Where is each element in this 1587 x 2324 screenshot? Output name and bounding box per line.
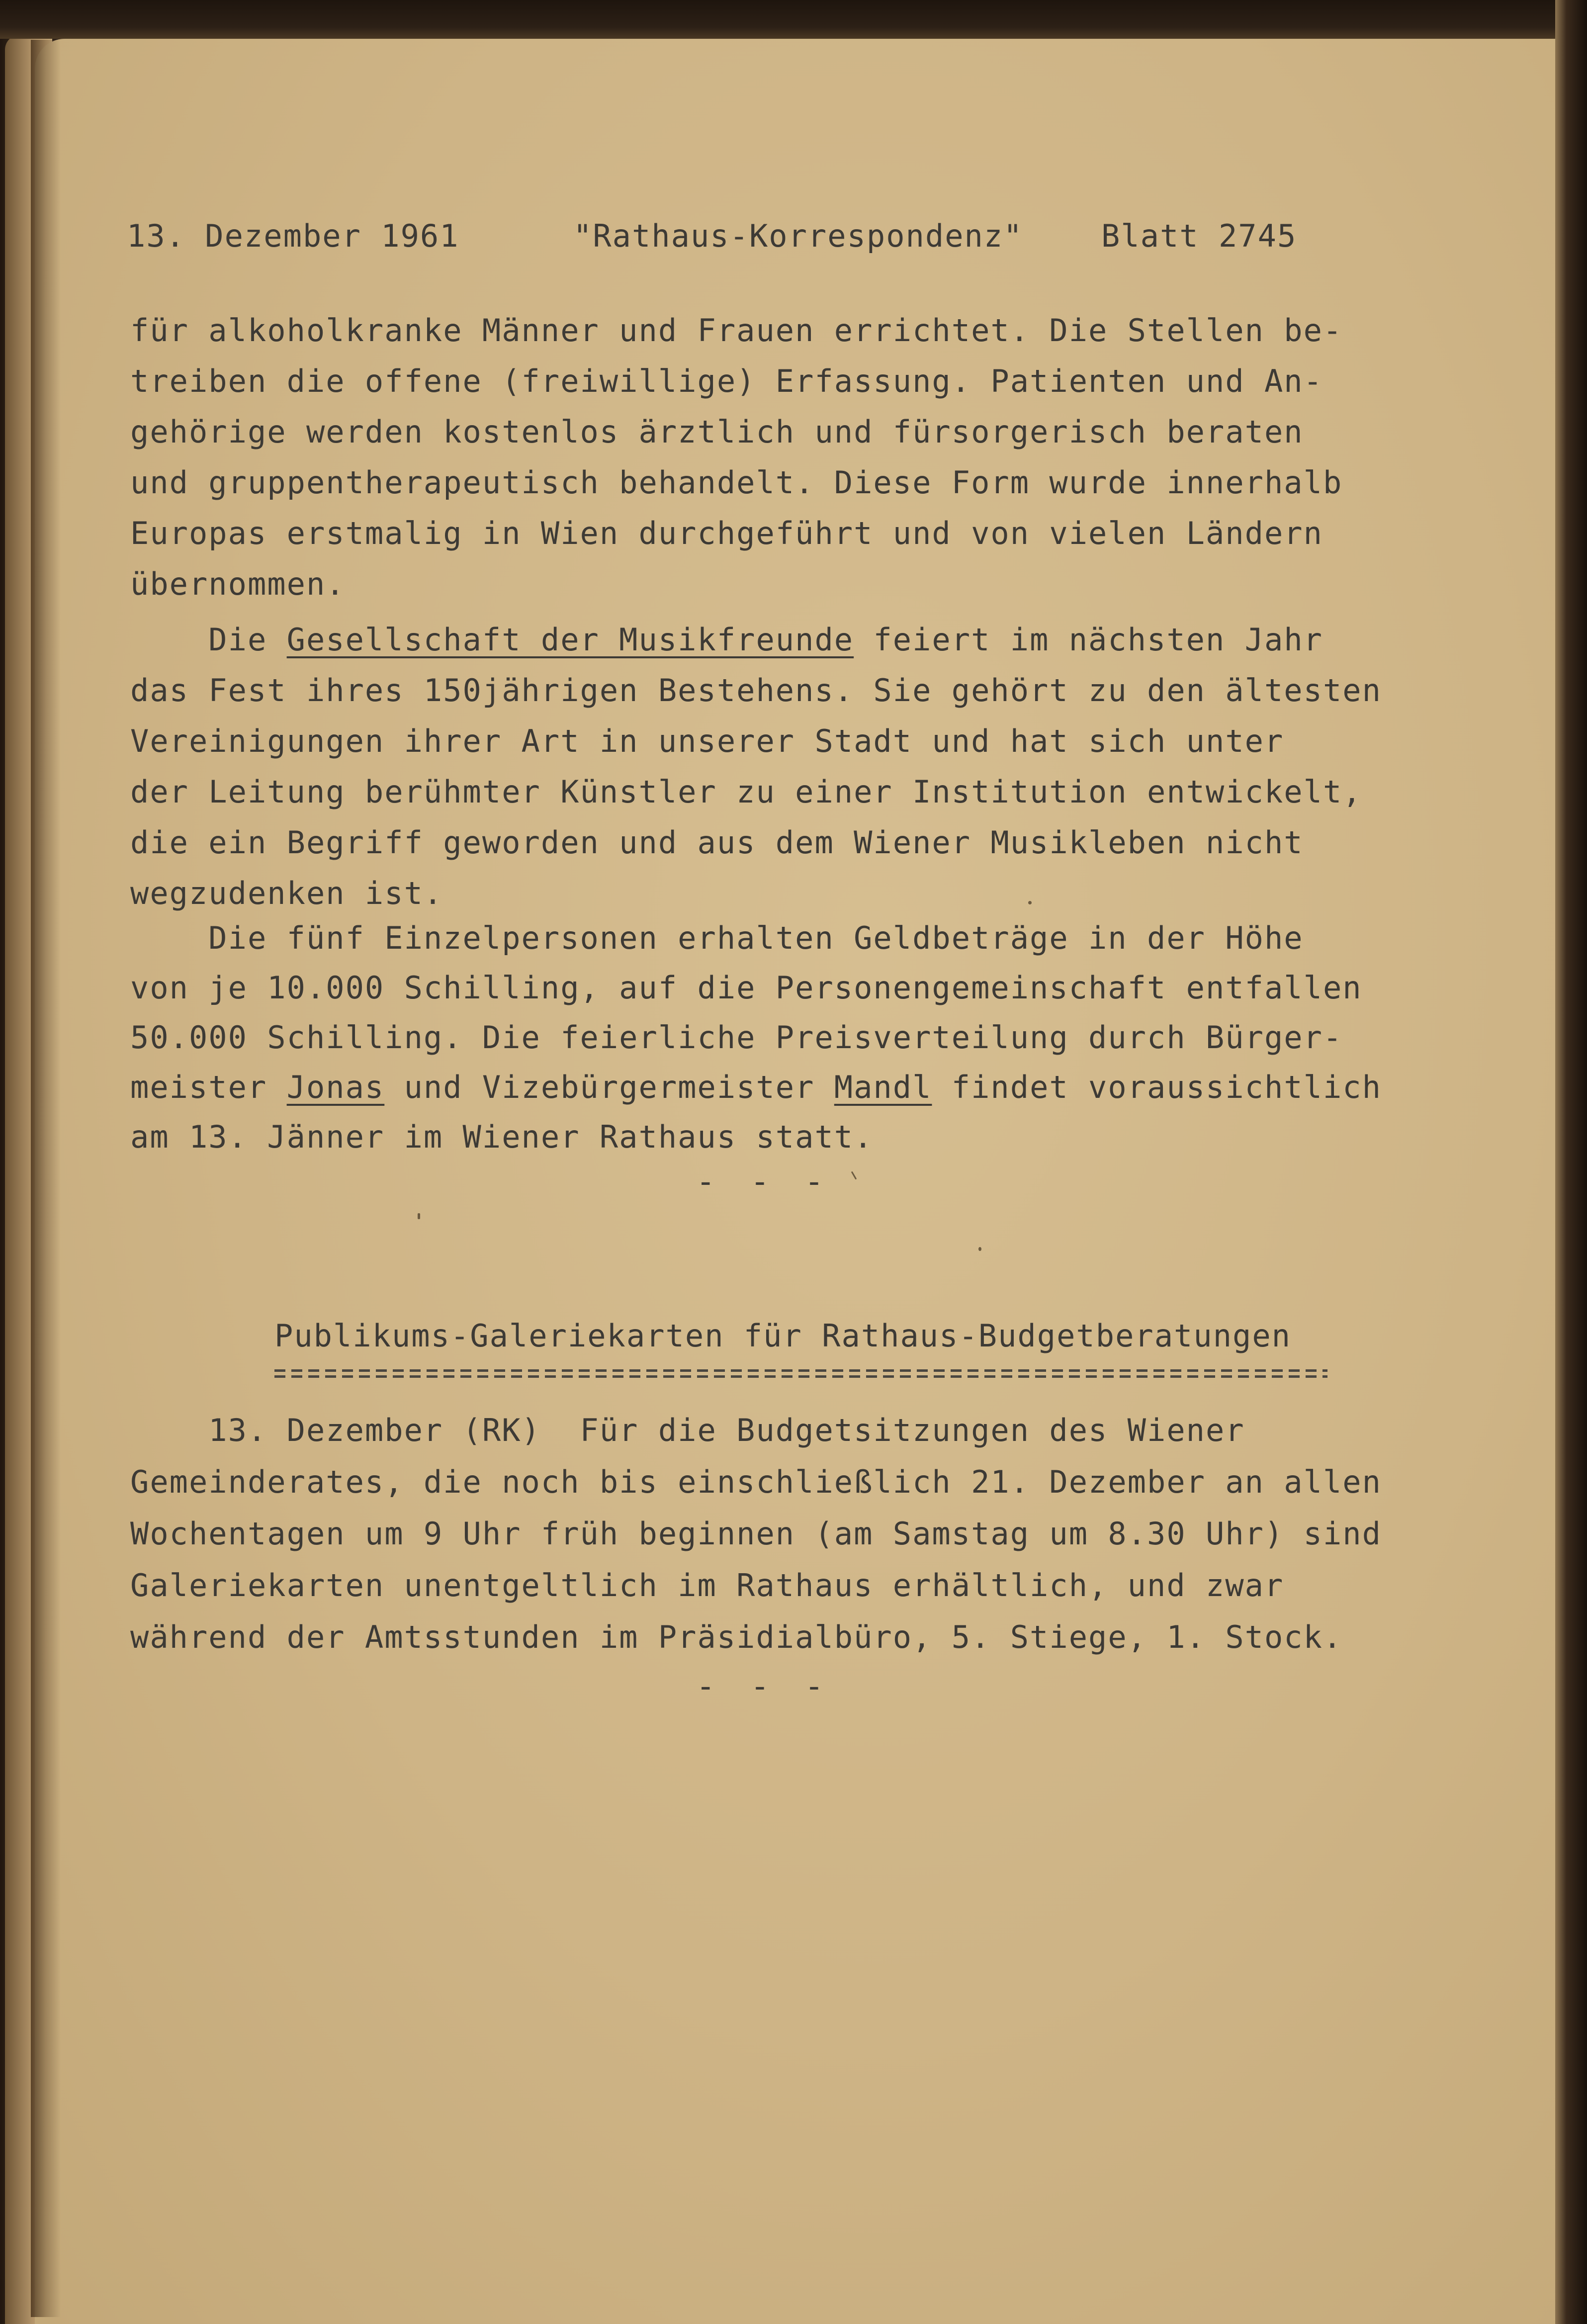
text-line: von je 10.000 Schilling, auf die Personengemeinschaft entfallen [130, 970, 1362, 1006]
header-sheet-number: Blatt 2745 [1101, 218, 1297, 254]
text-line: Galeriekarten unentgeltlich im Rathaus erhältlich, und zwar [130, 1567, 1284, 1604]
section-separator: - - - [696, 1668, 832, 1705]
paragraph-musikfreunde [130, 622, 1382, 912]
text-line: der Leitung berühmter Künstler zu einer Institution entwickelt, [130, 774, 1362, 810]
text-line: das Fest ihres 150jährigen Bestehens. Sie gehört zu den ältesten [130, 672, 1382, 709]
text-line: Vereinigungen ihrer Art in unserer Stadt und hat sich unter [130, 723, 1284, 759]
text-line: die ein Begriff geworden und aus dem Wiener Musikleben nicht [130, 824, 1304, 861]
text-line: Gemeinderates, die noch bis einschließlich 21. Dezember an allen [130, 1464, 1382, 1500]
double-underline-rule [274, 1368, 1327, 1379]
paragraph-alcohol-clinics [130, 312, 1343, 603]
paper-speck [978, 1247, 981, 1251]
section-separator: - - - [696, 1163, 832, 1200]
text-line: am 13. Jänner im Wiener Rathaus statt. [130, 1119, 874, 1155]
header-date: 13. Dezember 1961 [127, 218, 459, 254]
scan-top-edge [0, 0, 1587, 39]
paragraph-gallery-tickets [130, 1412, 1382, 1666]
paragraph-prize-money [130, 920, 1382, 1174]
text-line [130, 622, 1323, 658]
text-line: Europas erstmalig in Wien durchgeführt und von vielen Ländern [130, 515, 1323, 551]
text-line: während der Amtsstunden im Präsidialbüro, 5. Stiege, 1. Stock. [130, 1619, 1343, 1655]
text-line: treiben die offene (freiwillige) Erfassung. Patienten und An- [130, 363, 1323, 399]
text-line: für alkoholkranke Männer und Frauen errichtet. Die Stellen be- [130, 312, 1343, 349]
text-line: Wochentagen um 9 Uhr früh beginnen (am Samstag um 8.30 Uhr) sind [130, 1516, 1382, 1552]
text-line: gehörige werden kostenlos ärztlich und fürsorgerisch beraten [130, 414, 1304, 450]
scan-right-edge [1555, 0, 1587, 2324]
text-line: Die fünf Einzelpersonen erhalten Geldbeträge in der Höhe [130, 920, 1304, 956]
paper-speck [1028, 901, 1032, 904]
underlined-organization-name: Gesellschaft der Musikfreunde [286, 622, 854, 658]
text-fragment: Die [130, 622, 287, 658]
text-fragment: und Vizebürgermeister [384, 1069, 834, 1105]
text-fragment: findet voraussichtlich [932, 1069, 1382, 1105]
text-line: 13. Dezember (RK) Für die Budgetsitzungen des Wiener [130, 1412, 1245, 1448]
text-line [130, 1069, 1382, 1105]
gutter-shadow [31, 40, 61, 2317]
underlined-name-jonas: Jonas [286, 1069, 385, 1105]
paper-speck [418, 1213, 420, 1219]
header-publication: "Rathaus-Korrespondenz" [573, 218, 1023, 254]
text-line: übernommen. [130, 566, 346, 602]
text-line: 50.000 Schilling. Die feierliche Preisverteilung durch Bürger- [130, 1019, 1343, 1056]
text-line: und gruppentherapeutisch behandelt. Diese Form wurde innerhalb [130, 464, 1343, 501]
underlined-name-mandl: Mandl [834, 1069, 932, 1105]
section-title: Publikums-Galeriekarten für Rathaus-Budgetberatungen [274, 1318, 1292, 1354]
text-fragment: meister [130, 1069, 287, 1105]
text-fragment: feiert im nächsten Jahr [854, 622, 1323, 658]
text-line: wegzudenken ist. [130, 875, 443, 911]
